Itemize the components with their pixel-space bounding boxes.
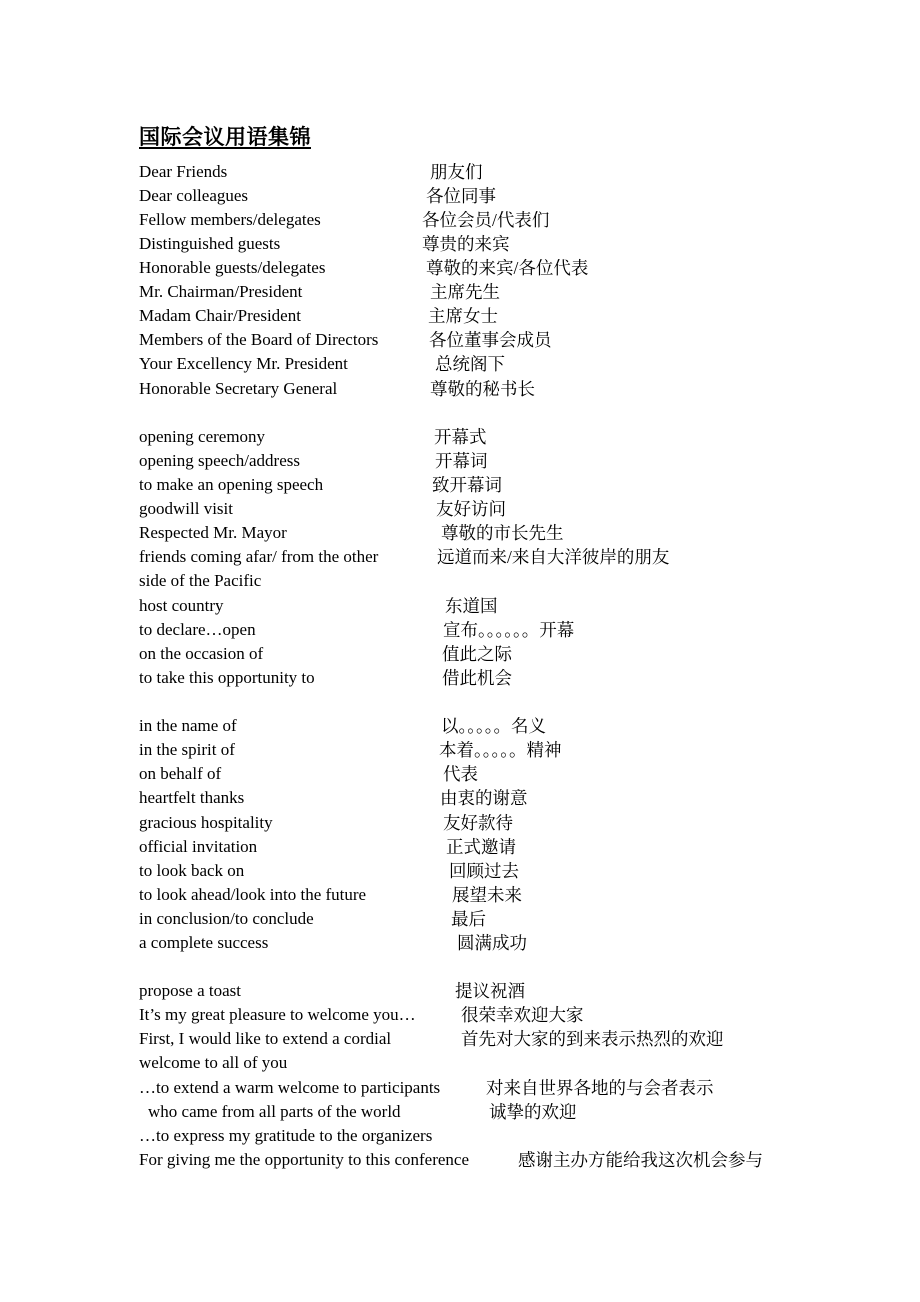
phrase-entry [0,160,920,184]
phrase-entry [0,762,920,786]
english-phrase: propose a toast [139,981,241,1000]
phrase-entry [0,811,920,835]
phrase-entry [0,545,920,569]
english-phrase: who came from all parts of the world [148,1102,401,1121]
english-phrase: in conclusion/to conclude [139,909,314,928]
phrase-entry [0,328,920,352]
phrase-entry [0,666,920,690]
chinese-translation: 感谢主办方能给我这次机会参与 [518,1150,763,1170]
phrase-entry [0,256,920,280]
phrase-entry [0,714,920,738]
phrase-entry [0,979,920,1003]
phrase-entry [0,883,920,907]
chinese-translation: 借此机会 [442,668,512,688]
english-phrase: to take this opportunity to [139,668,315,687]
english-phrase: Honorable guests/delegates [139,258,326,277]
chinese-translation: 值此之际 [442,644,512,664]
chinese-translation: 本着。。。。。精神 [439,740,562,760]
phrase-entry [0,280,920,304]
chinese-translation: 致开幕词 [432,475,502,495]
english-phrase: in the name of [139,716,237,735]
english-phrase: Dear Friends [139,162,228,181]
phrase-entry [0,449,920,473]
phrase-entry [0,208,920,232]
chinese-translation: 开幕式 [434,427,487,447]
document-title: 国际会议用语集锦 [139,125,311,149]
phrase-entry [0,1100,920,1124]
phrase-entry [0,642,920,666]
chinese-translation: 诚挚的欢迎 [489,1102,577,1122]
phrase-entry [0,1124,920,1148]
chinese-translation: 代表 [443,764,478,784]
phrase-entry [0,497,920,521]
chinese-translation: 开幕词 [435,451,488,471]
chinese-translation: 展望未来 [452,885,522,905]
phrase-entry [0,232,920,256]
chinese-translation: 最后 [451,909,486,929]
english-phrase: heartfelt thanks [139,788,245,807]
phrase-entry [0,184,920,208]
chinese-translation: 宣布。。。。。。开幕 [443,620,575,640]
english-phrase: host country [139,596,224,615]
phrase-entry [0,618,920,642]
english-phrase: It’s my great pleasure to welcome you… [139,1005,416,1024]
english-phrase: Fellow members/delegates [139,210,321,229]
chinese-translation: 尊贵的来宾 [422,234,510,254]
phrase-entry [0,1003,920,1027]
chinese-translation: 朋友们 [430,162,483,182]
english-phrase: official invitation [139,837,258,856]
english-phrase: side of the Pacific [139,571,262,590]
english-phrase: …to extend a warm welcome to participants [139,1078,441,1097]
chinese-translation: 尊敬的市长先生 [441,523,564,543]
phrase-entry [0,425,920,449]
english-phrase: First, I would like to extend a cordial [139,1029,392,1048]
chinese-translation: 远道而来/来自大洋彼岸的朋友 [437,547,670,567]
chinese-translation: 由衷的谢意 [440,788,528,808]
chinese-translation: 主席女士 [428,306,498,326]
phrase-entry [0,569,920,593]
english-phrase: Distinguished guests [139,234,281,253]
chinese-translation: 友好款待 [443,813,513,833]
chinese-translation: 回顾过去 [449,861,519,881]
english-phrase: a complete success [139,933,269,952]
english-phrase: Mr. Chairman/President [139,282,303,301]
english-phrase: For giving me the opportunity to this conference [139,1150,470,1169]
phrase-entry [0,594,920,618]
chinese-translation: 东道国 [445,596,498,616]
english-phrase: opening speech/address [139,451,300,470]
english-phrase: opening ceremony [139,427,266,446]
english-phrase: in the spirit of [139,740,235,759]
chinese-translation: 提议祝酒 [455,981,525,1001]
chinese-translation: 很荣幸欢迎大家 [461,1005,584,1025]
chinese-translation: 尊敬的秘书长 [430,379,535,399]
phrase-entry [0,738,920,762]
english-phrase: …to express my gratitude to the organizers [139,1126,433,1145]
phrase-entry [0,786,920,810]
phrase-entry [0,931,920,955]
phrase-entry [0,1027,920,1051]
phrase-entry [0,473,920,497]
chinese-translation: 对来自世界各地的与会者表示 [486,1078,714,1098]
english-phrase: goodwill visit [139,499,233,518]
chinese-translation: 圆满成功 [457,933,527,953]
english-phrase: Honorable Secretary General [139,379,338,398]
phrase-entry [0,521,920,545]
chinese-translation: 各位同事 [426,186,496,206]
english-phrase: Your Excellency Mr. President [139,354,348,373]
chinese-translation: 以。。。。。名义 [441,716,546,736]
chinese-translation: 总统阁下 [435,354,505,374]
english-phrase: on the occasion of [139,644,264,663]
chinese-translation: 各位会员/代表们 [422,210,550,230]
phrase-entry [0,1148,920,1172]
phrase-entry [0,377,920,401]
phrase-entry [0,1076,920,1100]
english-phrase: welcome to all of you [139,1053,288,1072]
english-phrase: gracious hospitality [139,813,273,832]
chinese-translation: 尊敬的来宾/各位代表 [426,258,589,278]
chinese-translation: 各位董事会成员 [429,330,552,350]
chinese-translation: 首先对大家的到来表示热烈的欢迎 [461,1029,724,1049]
english-phrase: to make an opening speech [139,475,324,494]
english-phrase: friends coming afar/ from the other [139,547,379,566]
english-phrase: to look back on [139,861,245,880]
chinese-translation: 主席先生 [430,282,500,302]
chinese-translation: 正式邀请 [446,837,516,857]
english-phrase: to declare…open [139,620,256,639]
english-phrase: on behalf of [139,764,222,783]
english-phrase: Madam Chair/President [139,306,301,325]
english-phrase: Members of the Board of Directors [139,330,379,349]
phrase-entry [0,859,920,883]
english-phrase: to look ahead/look into the future [139,885,367,904]
english-phrase: Respected Mr. Mayor [139,523,287,542]
phrase-entry [0,304,920,328]
chinese-translation: 友好访问 [436,499,506,519]
phrase-entry [0,907,920,931]
phrase-entry [0,1051,920,1075]
phrase-entry [0,352,920,376]
english-phrase: Dear colleagues [139,186,249,205]
phrase-entry [0,835,920,859]
